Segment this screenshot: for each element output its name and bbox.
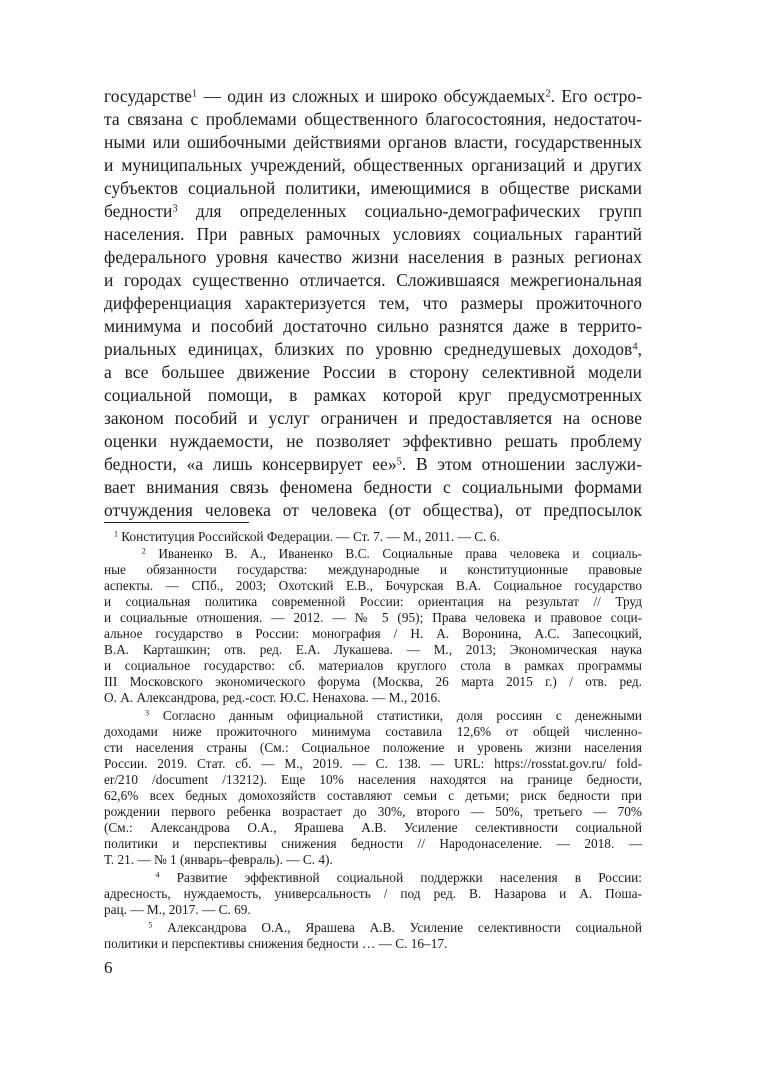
text-line: бедности, «а лишь консервирует ее»$^5$. В этом отношении заслужи- — [104, 454, 642, 474]
footnote-number: 4 — [155, 870, 160, 880]
page-number: 6 — [104, 958, 113, 977]
footnote-line: России. 2019. Стат. сб. — М., 2019. — С. 138. — URL: https://rosstat.gov.ru/ fold- — [104, 756, 642, 771]
footnote-number: 2 — [141, 546, 146, 556]
footnote-line: В.А. Карташкин; отв. ред. Е.А. Лукашева. — М., 2013; Экономическая наука — [104, 642, 642, 657]
footnote-line: $^3$ Согласно данным официальной статистики, доля россиян с денежными — [145, 708, 642, 723]
footnote-line: $^4$ Развитие эффективной социальной поддержки населения в России: — [155, 870, 642, 885]
text-line: вает внимания связь феномена бедности с социальными формами — [104, 477, 642, 497]
footnote-line: сти населения страны (См.: Социальное положение и уровень жизни населения — [104, 740, 642, 755]
footnote-line: доходами ниже прожиточного минимума составила 12,6% от общей численно- — [104, 724, 642, 739]
text-line: минимума и пособий достаточно сильно разнятся даже в террито- — [104, 316, 642, 336]
footnote-line: Т. 21. — № 1 (январь–февраль). — С. 4). — [104, 852, 333, 867]
footnote-line: политики и перспективы снижения бедности … — С. 16–17. — [104, 936, 448, 951]
text-line: социальной помощи, в рамках которой круг предусмотренных — [104, 385, 642, 405]
footnote-separator — [104, 522, 249, 523]
text-line: а все большее движение России в сторону селективной модели — [104, 362, 642, 382]
footnote-line: ные обязанности государства: международные и конституционные правовые — [104, 562, 642, 577]
footnote-line: и социальные отношения. — 2012. — № 5 (95); Права человека и правовое соци- — [104, 610, 642, 625]
footnote-line: и социальное государство: сб. материалов круглого стола в рамках программы — [104, 658, 642, 673]
text-line: законом пособий и услуг ограничен и предоставляется на основе — [104, 408, 642, 428]
footnote-line: er/210 /document /13212). Еще 10% населения находятся на границе бедности, — [104, 772, 642, 787]
footnote-line: политики и перспективы снижения бедности // Народонаселение. — 2018. — — [104, 836, 642, 851]
text-line: отчуждения человека от человека (от общества), от предпосылок — [104, 500, 642, 520]
text-line: и муниципальных учреждений, общественных организаций и других — [104, 155, 642, 175]
footnote-line: альное государство в России: монография / Н. А. Воронина, А.С. Запесоцкий, — [104, 626, 642, 641]
footnote-line: аспекты. — СПб., 2003; Охотский Е.В., Бочурская В.А. Социальное государство — [104, 578, 642, 593]
footnote-line: адресность, нуждаемость, универсальность / под ред. В. Назарова и А. Пошa- — [104, 886, 642, 901]
text-line: риальных единицах, близких по уровню среднедушевых доходов$^4$, — [104, 339, 642, 359]
footnote-line: (См.: Александрова О.А., Ярашева А.В. Усиление селективности социальной — [104, 820, 642, 835]
text-line: бедности$^3$ для определенных социально-демографических групп — [104, 201, 642, 221]
footnote-ref: 1 — [191, 88, 198, 100]
footnote-line: $^5$ Александрова О.А., Ярашева А.В. Усиление селективности социальной — [148, 920, 642, 935]
footnote-number: 5 — [148, 920, 153, 930]
footnote-number: 1 — [113, 529, 118, 539]
text-line: оценки нуждаемости, не позволяет эффективно решать проблему — [104, 431, 642, 451]
footnote-ref: 4 — [632, 341, 638, 353]
footnote-number: 3 — [145, 708, 150, 718]
text-line: ными или ошибочными действиями органов власти, государственных — [104, 132, 642, 152]
text-line: и городах существенно отличается. Сложившаяся межрегиональная — [104, 270, 642, 290]
footnote-line: $^1$ Конституция Российской Федерации. — Ст. 7. — М., 2011. — С. 6. — [113, 529, 500, 544]
footnote-line: рождении первого ребенка возрастает до 30%, второго — 50%, третьего — 70% — [104, 804, 642, 819]
footnote-line: $^2$ Иваненко В. А., Иваненко В.С. Социальные права человека и социаль- — [141, 546, 642, 561]
text-line: дифференциация характеризуется тем, что размеры прожиточного — [104, 293, 642, 313]
footnote-ref: 2 — [545, 88, 551, 100]
text-line: населения. При равных рамочных условиях социальных гарантий — [104, 224, 642, 244]
footnote-line: 62,6% всех бедных домохозяйств составляют семьи с детьми; риск бедности при — [104, 788, 642, 803]
footnote-line: III Московского экономического форума (Москва, 26 марта 2015 г.) / отв. ред. — [104, 674, 642, 689]
text-line: федерального уровня качество жизни населения в разных регионах — [104, 247, 642, 267]
text-line: та связана с проблемами общественного благосостояния, недостаточ- — [104, 109, 642, 129]
footnote-line: и социальная политика современной России: ориентация на результат // Труд — [104, 594, 642, 609]
text-line: государстве$^1$ — один из сложных и широко обсуждаемых$^2$. Его остро- — [104, 86, 642, 106]
footnote-ref: 5 — [396, 456, 402, 468]
text-line: субъектов социальной политики, имеющимися в обществе рисками — [104, 178, 642, 198]
footnote-ref: 3 — [172, 203, 178, 215]
footnote-line: рац. — М., 2017. — С. 69. — [104, 902, 251, 917]
footnote-line: О. А. Александрова, ред.-сост. Ю.С. Ненахова. — М., 2016. — [104, 690, 441, 705]
